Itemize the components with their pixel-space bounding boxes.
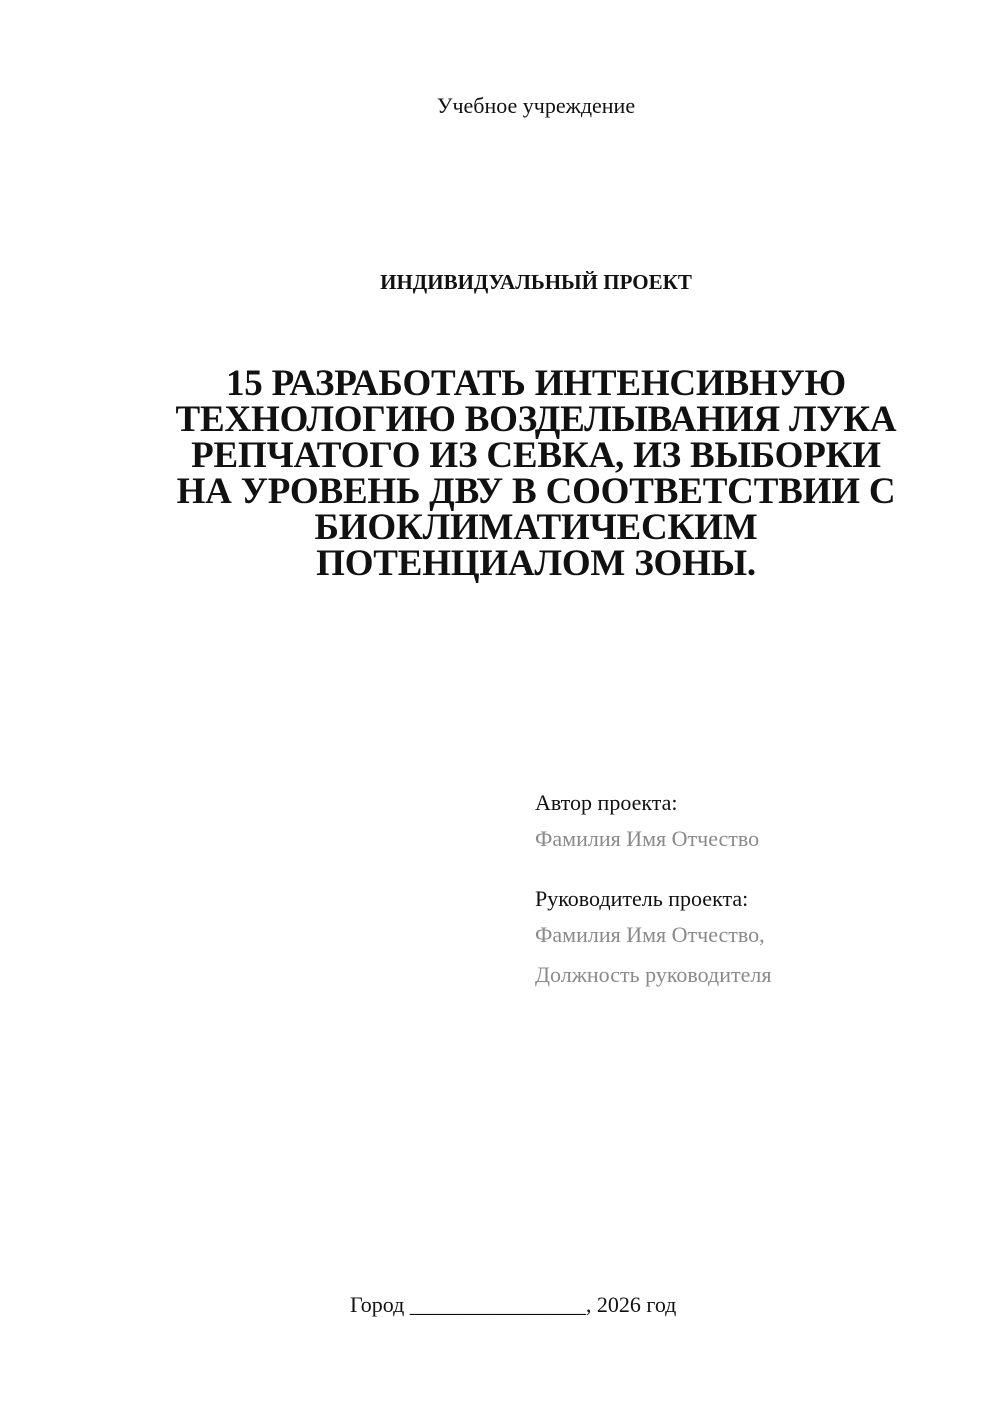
title-line: БИОКЛИМАТИЧЕСКИМ <box>314 507 758 548</box>
supervisor-name: Фамилия Имя Отчество, <box>535 922 765 947</box>
title-line: РЕПЧАТОГО ИЗ СЕВКА, ИЗ ВЫБОРКИ <box>191 435 881 476</box>
institution-name: Учебное учреждение <box>436 93 636 118</box>
author-name: Фамилия Имя Отчество <box>535 826 760 851</box>
document-type: ИНДИВИДУАЛЬНЫЙ ПРОЕКТ <box>380 270 692 294</box>
title-line: ПОТЕНЦИАЛОМ ЗОНЫ. <box>316 543 756 584</box>
supervisor-label: Руководитель проекта: <box>535 886 749 911</box>
title-line: ТЕХНОЛОГИЮ ВОЗДЕЛЫВАНИЯ ЛУКА <box>175 399 897 440</box>
project-title <box>130 363 942 584</box>
city-year-line: Город ________________, 2026 год <box>350 1292 677 1317</box>
project-info-block <box>535 788 975 990</box>
title-line: НА УРОВЕНЬ ДВУ В СООТВЕТСТВИИ С <box>176 471 896 512</box>
spacer <box>535 854 975 884</box>
title-line: 15 РАЗРАБОТАТЬ ИНТЕНСИВНУЮ <box>226 363 846 404</box>
author-label: Автор проекта: <box>535 790 678 815</box>
supervisor-position: Должность руководителя <box>535 962 772 987</box>
